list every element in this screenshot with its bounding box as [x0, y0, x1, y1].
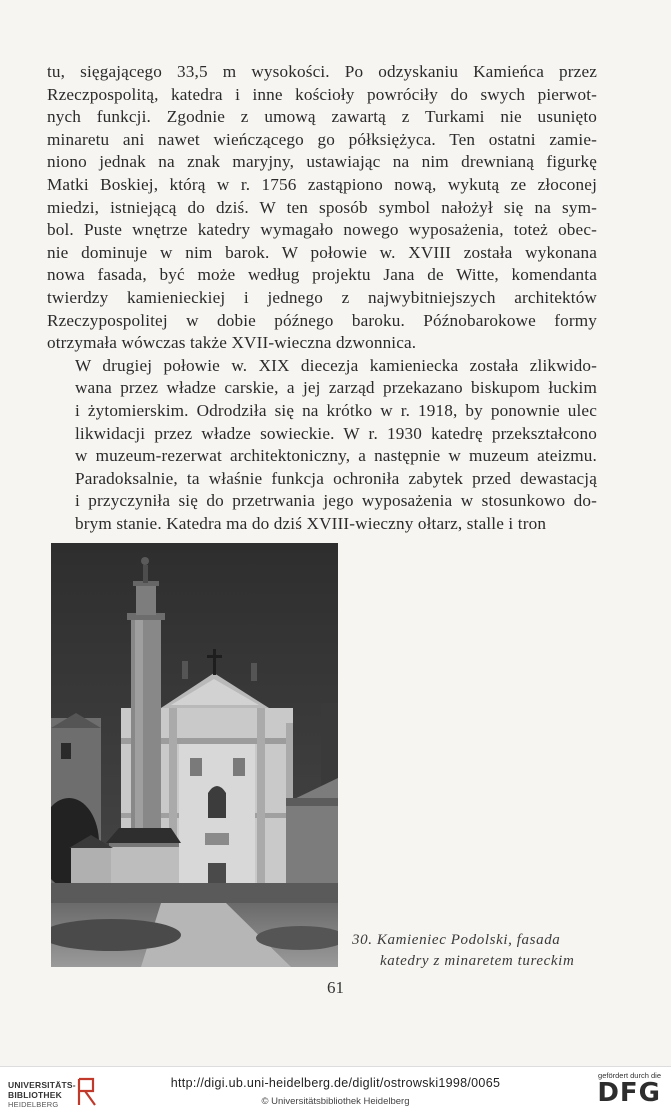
text-line: nych funkcji. Zgodnie z umową zawartą z Turkami nie usunięto	[47, 107, 597, 127]
paragraph-2	[47, 355, 597, 536]
text-line: W drugiej połowie w. XIX diecezja kamieniecka została zlikwido-	[75, 355, 597, 375]
funder-note: gefördert durch die	[598, 1071, 661, 1080]
text-line: Matki Boskiej, którą w r. 1756 zastąpiono nową, wykutą ze złoconej	[47, 174, 597, 194]
library-name-2: BIBLIOTHEK	[8, 1089, 62, 1100]
text-line: likwidacji przez władze sowieckie. W r. 1930 katedrę przekształcono	[75, 423, 597, 443]
text-line: minaretu ani nawet wieńczącego go półksiężyca. Ten ostatni zamie-	[47, 129, 597, 149]
caption-line-2: katedry z minaretem tureckim	[380, 953, 575, 969]
dfg-logo	[591, 1071, 661, 1111]
text-line: w muzeum-rezerwat architektoniczny, a następnie w muzeum ateizmu.	[75, 446, 597, 466]
digitization-footer	[0, 1066, 671, 1115]
text-line: brym stanie. Katedra ma do dziś XVIII-wieczny ołtarz, stalle i tron	[75, 513, 547, 533]
body-text	[47, 61, 597, 535]
cathedral-photo	[51, 543, 338, 967]
text-line: tu, sięgającego 33,5 m wysokości. Po odzyskaniu Kamieńca przez	[47, 62, 597, 81]
text-line: Rzeczypospolitej w dobie późnego baroku. Późnobarokowe formy	[47, 310, 597, 330]
text-line: nowa fasada, być może według projektu Jana de Witte, komendanta	[47, 265, 597, 285]
text-line: niono jednak na znak maryjny, ustawiając na nim drewnianą figurkę	[47, 152, 597, 172]
text-line: twierdzy kamienieckiej i jednego z najwybitniejszych architektów	[47, 287, 597, 307]
paragraph-1	[47, 61, 597, 355]
text-line: i żytomierskim. Odrodziła się na krótko w r. 1918, by ponownie ulec	[75, 400, 597, 420]
page-number: 61	[327, 978, 344, 997]
permalink-url[interactable]: http://digi.ub.uni-heidelberg.de/diglit/ostrowski1998/0065	[170, 1076, 501, 1090]
copyright-notice: © Universitätsbibliothek Heidelberg	[261, 1096, 410, 1107]
library-name-1: UNIVERSITÄTS-	[8, 1080, 76, 1090]
text-line: otrzymała wówczas także XVII-wieczna dzwonnica.	[47, 333, 417, 353]
text-line: miedzi, istniejącą do dziś. W ten sposób symbol nałożył się na sym-	[47, 197, 597, 217]
text-line: i przyczyniła się do przetrwania jego wyposażenia w stosunkowo do-	[75, 491, 597, 511]
text-line: Rzeczpospolitą, katedra i inne kościoły powróciły do swych pierwot-	[47, 84, 597, 104]
library-name-3: HEIDELBERG	[8, 1100, 59, 1109]
text-line: wana przez władze carskie, a jej zarząd przekazano biskupom łuckim	[75, 378, 597, 398]
text-line: bol. Puste wnętrze katedry wymagało nowego wyposażenia, toteż obec-	[47, 220, 597, 240]
text-line: Paradoksalnie, ta właśnie funkcja ochroniła zabytek przed dewastacją	[75, 468, 597, 488]
dfg-logo-text: DFG	[597, 1078, 661, 1108]
caption-line-1: 30. Kamieniec Podolski, fasada	[352, 932, 561, 948]
figure-caption	[352, 930, 592, 972]
text-line: nie dominuje w nim barok. W połowie w. XVIII została wykonana	[47, 242, 597, 262]
